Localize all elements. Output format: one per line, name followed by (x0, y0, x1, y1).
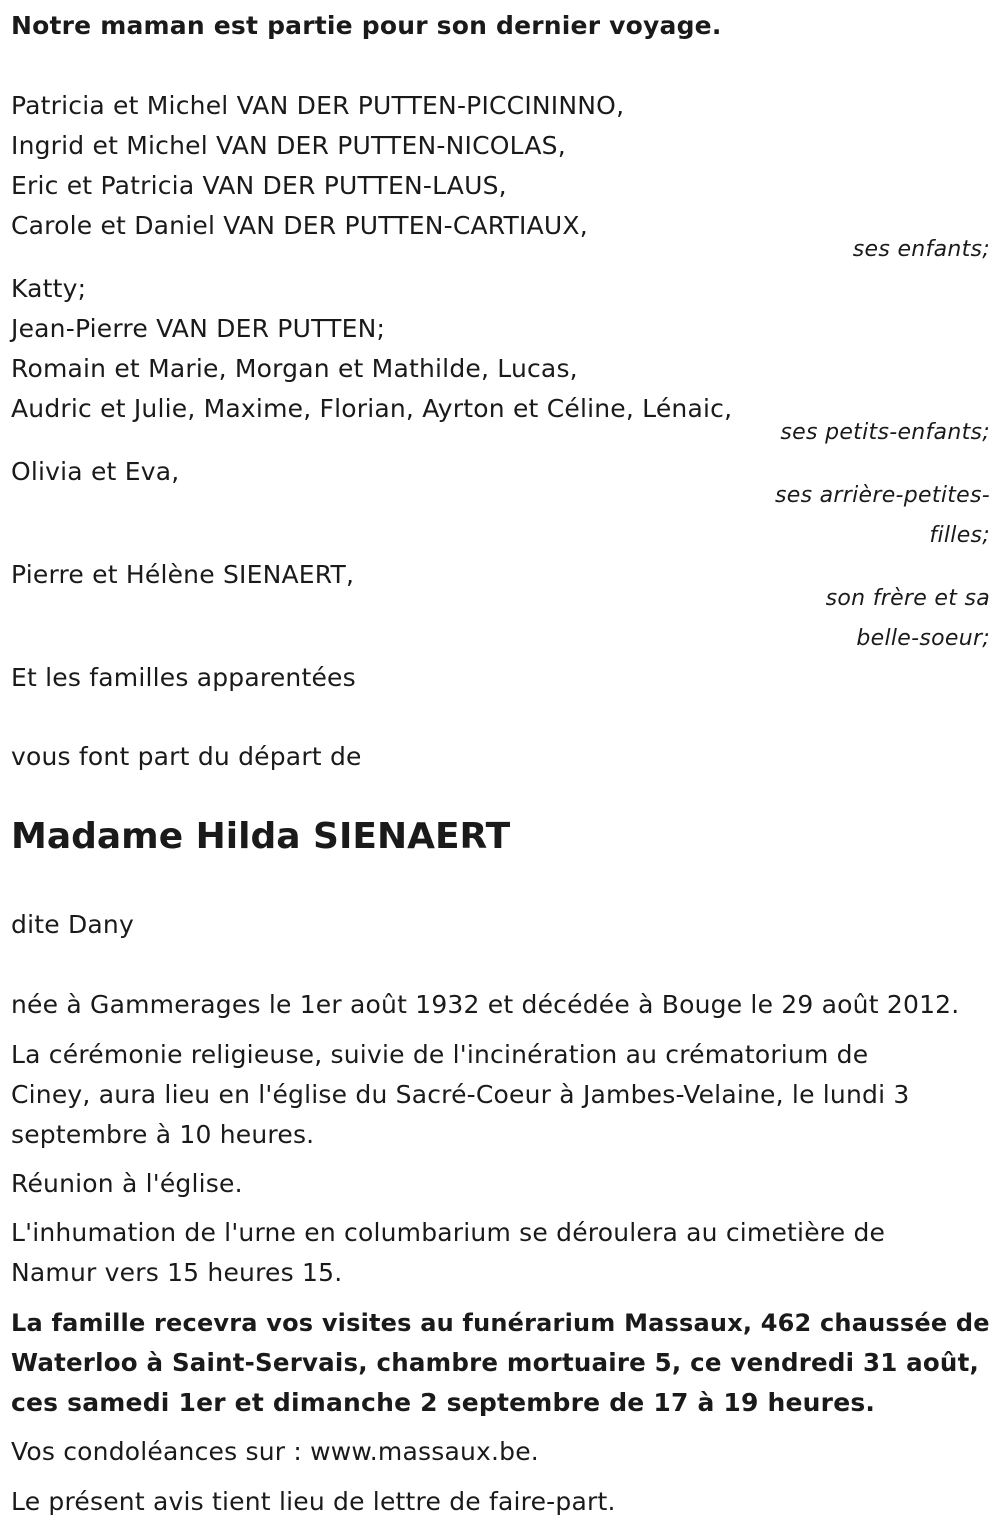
notice: Le présent avis tient lieu de lettre de faire-part. (11, 1487, 616, 1516)
deceased-name: Madame Hilda SIENAERT (11, 816, 511, 857)
grandchildren-role: ses petits-enfants; (780, 420, 990, 445)
siblings: Pierre et Hélène SIENAERT, (11, 560, 355, 589)
great-grandchildren-role-2: filles; (929, 523, 990, 548)
birth-death: née à Gammerages le 1er août 1932 et décédée à Bouge le 29 août 2012. (11, 990, 960, 1019)
burial-line-2: Namur vers 15 heures 15. (11, 1258, 343, 1287)
siblings-role-1: son frère et sa (825, 586, 990, 611)
visits-line-3: ces samedi 1er et dimanche 2 septembre de 17 à 19 heures. (11, 1388, 876, 1417)
grandchildren-line-1: Katty; (11, 274, 87, 303)
siblings-role-2: belle-soeur; (856, 626, 990, 651)
children-line-3: Eric et Patricia VAN DER PUTTEN-LAUS, (11, 171, 507, 200)
ceremony-line-1: La cérémonie religieuse, suivie de l'incinération au crématorium de (11, 1040, 869, 1069)
announcement: vous font part du départ de (11, 742, 362, 771)
meeting: Réunion à l'église. (11, 1169, 243, 1198)
children-line-2: Ingrid et Michel VAN DER PUTTEN-NICOLAS, (11, 131, 566, 160)
great-grandchildren: Olivia et Eva, (11, 457, 180, 486)
visits-line-2: Waterloo à Saint-Servais, chambre mortuaire 5, ce vendredi 31 août, (11, 1348, 979, 1377)
children-role: ses enfants; (852, 237, 990, 262)
relatives: Et les familles apparentées (11, 663, 356, 692)
grandchildren-line-4: Audric et Julie, Maxime, Florian, Ayrton et Céline, Lénaic, (11, 394, 733, 423)
ceremony-line-2: Ciney, aura lieu en l'église du Sacré-Coeur à Jambes-Velaine, le lundi 3 (11, 1080, 910, 1109)
children-line-1: Patricia et Michel VAN DER PUTTEN-PICCININNO, (11, 91, 625, 120)
children-line-4: Carole et Daniel VAN DER PUTTEN-CARTIAUX, (11, 211, 588, 240)
great-grandchildren-role-1: ses arrière-petites- (775, 483, 990, 508)
grandchildren-line-3: Romain et Marie, Morgan et Mathilde, Lucas, (11, 354, 578, 383)
grandchildren-line-2: Jean-Pierre VAN DER PUTTEN; (11, 314, 386, 343)
visits-line-1: La famille recevra vos visites au funérarium Massaux, 462 chaussée de (11, 1309, 990, 1337)
heading: Notre maman est partie pour son dernier voyage. (11, 11, 722, 40)
condolences: Vos condoléances sur : www.massaux.be. (11, 1437, 539, 1466)
ceremony-line-3: septembre à 10 heures. (11, 1120, 315, 1149)
burial-line-1: L'inhumation de l'urne en columbarium se déroulera au cimetière de (11, 1218, 886, 1247)
nickname: dite Dany (11, 910, 134, 939)
